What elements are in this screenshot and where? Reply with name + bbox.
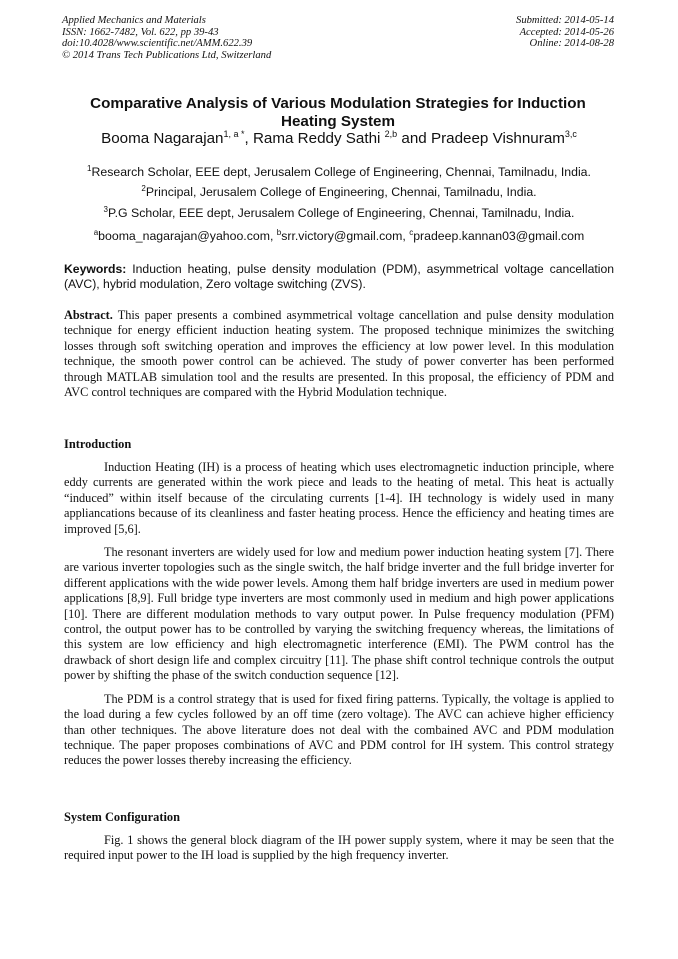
email-link[interactable]: srr.victory@gmail.com,	[281, 229, 410, 244]
journal-copyright: © 2014 Trans Tech Publications Ltd, Switzerland	[62, 49, 272, 61]
author-name: Rama Reddy Sathi	[252, 130, 385, 148]
keywords-text: Induction heating, pulse density modulation (PDM), asymmetrical voltage cancellation (AVC), hybrid modulation, Zero voltage switching (ZVS).	[64, 262, 614, 292]
abstract-text: This paper presents a combined asymmetrical voltage cancellation and pulse density modulation technique for energy efficient induction heating system. The proposed technique minimizes the switching losses through soft switching operation and improves the efficiency at low power level. In this modulation technique, the smooth power control can be achieved. The study of power converter has been performed through MATLAB simulation tool and the results are presented. In this proposal, the efficiency of PDM and AVC control techniques are compared with the Hybrid Modulation technique.	[64, 308, 614, 400]
online-date: Online: 2014-08-28	[529, 38, 614, 50]
paragraph: The resonant inverters are widely used for low and medium power induction heating system [7]. There are various inverter topologies such as the single switch, the half bridge inverter and the full bridge inverter for different applications with the wide power levels. Among them half bridge inverters are used in medium power applications [8,9]. Full bridge type inverters are most commonly used in medium and high power applications [10]. There are different modulation methods to vary output power. In Pulse frequency modulation (PFM) control, the output power has to be controlled by varying the switching frequency whereas, the limitations of this system are low efficiency and high electromagnetic interference (EMI). The PWM control has the drawback of short design life and complex circuitry [11]. The phase shift control technique controls the output power by shifting the phase of the switch conduction sequence [12].	[64, 545, 614, 683]
author-marker: 3,c	[564, 129, 577, 139]
paper-title: Comparative Analysis of Various Modulation Strategies for Induction Heating System	[90, 95, 586, 130]
accepted-date: Accepted: 2014-05-26	[519, 26, 614, 38]
email-link[interactable]: pradeep.kannan03@gmail.com	[413, 229, 585, 244]
paragraph: Induction Heating (IH) is a process of heating which uses electromagnetic induction principle, where eddy currents are generated within the work piece and leads to the heating of metal. This heat is actually “induced” within itself because of the circulating currents [1-4]. IH technology is widely used in many appliancations because of its cleanliness and faster heating process. Hence the efficiency and heating times are improved [5,6].	[64, 460, 614, 536]
keywords	[64, 262, 614, 292]
abstract	[64, 308, 614, 400]
section-heading-introduction: Introduction	[64, 437, 132, 451]
system-configuration-body	[64, 833, 614, 864]
journal-doi: doi:10.4028/www.scientific.net/AMM.622.39	[62, 38, 253, 50]
email-list: $^a$booma_nagarajan@yahoo.com, $^b$srr.victory@gmail.com, $^c$pradeep.kannan03@gmail.com	[93, 228, 585, 244]
email-link[interactable]: booma_nagarajan@yahoo.com,	[98, 229, 277, 244]
paragraph: Fig. 1 shows the general block diagram of the IH power supply system, where it may be seen that the required input power to the IH load is supplied by the high frequency inverter.	[64, 833, 614, 863]
journal-issn: ISSN: 1662-7482, Vol. 622, pp 39-43	[62, 26, 219, 38]
author-name: Booma Nagarajan	[101, 130, 224, 148]
submitted-date: Submitted: 2014-05-14	[516, 15, 614, 26]
affiliation-2: $^2$Principal, Jerusalem College of Engineering, Chennai, Tamilnadu, India.	[141, 184, 537, 200]
affiliation-1: $^1$Research Scholar, EEE dept, Jerusalem College of Engineering, Chennai, Tamilnadu, India.	[87, 164, 591, 180]
introduction-body	[64, 460, 614, 769]
author-marker: 2,b	[384, 129, 398, 139]
section-heading-system-configuration: System Configuration	[64, 810, 180, 824]
author-name: Pradeep Vishnuram	[430, 130, 565, 148]
journal-info	[62, 15, 271, 61]
paragraph: The PDM is a control strategy that is used for fixed firing patterns. Typically, the voltage is applied to the load during a few cycles followed by an off time (zero voltage). The AVC can achieve higher efficiency than other techniques. The above literature does not deal with the combained AVC and PDM modulation technique. The paper proposes combinations of AVC and PDM control for IH system. This control strategy reduces the power losses thereby increasing the efficiency.	[64, 691, 614, 768]
journal-name: Applied Mechanics and Materials	[62, 15, 206, 26]
author-marker: 1, a *	[223, 129, 245, 139]
keywords-label: Keywords:	[64, 262, 127, 276]
submission-dates	[516, 15, 614, 50]
affiliation-3: $^3$P.G Scholar, EEE dept, Jerusalem College of Engineering, Chennai, Tamilnadu, India.	[103, 205, 575, 221]
author-list: Booma Nagarajan$^{1, a *}$, Rama Reddy Sathi $^{2,b}$ and Pradeep Vishnuram$^{3,c}$	[101, 129, 577, 148]
abstract-label: Abstract.	[64, 308, 113, 322]
